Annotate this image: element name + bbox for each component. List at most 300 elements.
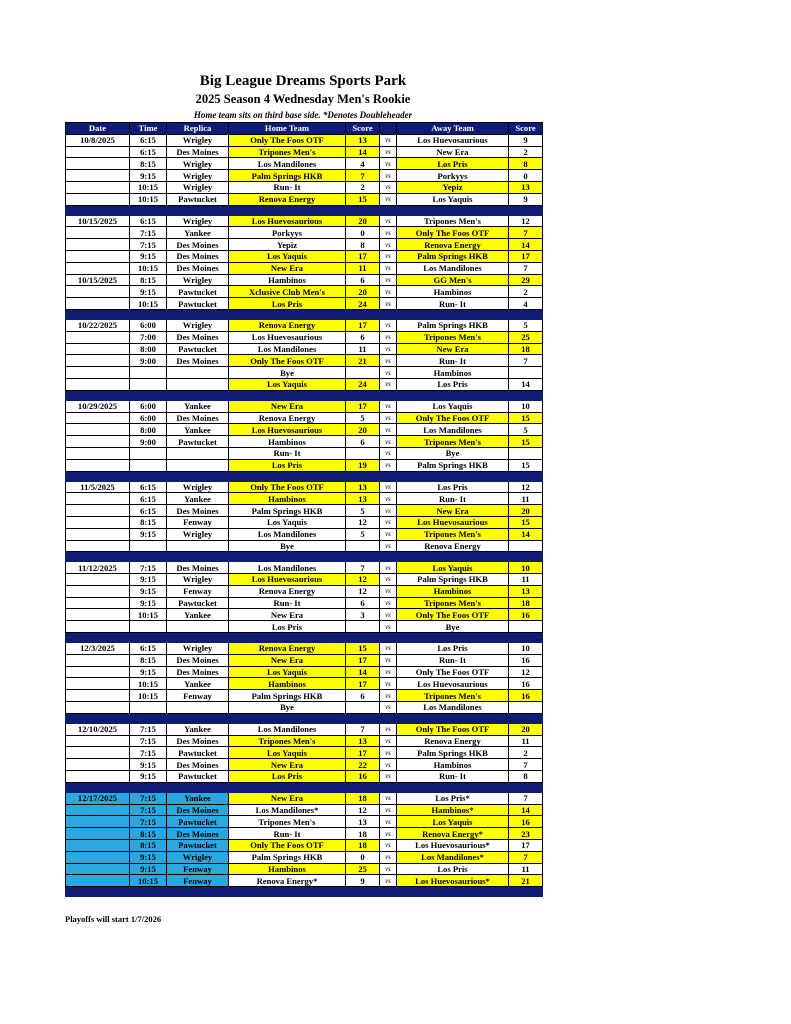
home-team-cell: Renova Energy [229, 193, 346, 205]
replica-cell: Des Moines [167, 804, 229, 816]
home-team-cell: Tripones Men's [229, 146, 346, 158]
table-row [66, 193, 543, 205]
separator-cell [346, 633, 380, 643]
home-score-cell: 18 [346, 840, 380, 852]
away-team-cell: Renova Energy [397, 239, 509, 251]
replica-cell: Wrigley [167, 158, 229, 170]
away-team-cell: Hambinos [397, 585, 509, 597]
vs-cell: vs [380, 227, 397, 239]
vs-cell: vs [380, 609, 397, 621]
home-score-cell: 17 [346, 250, 380, 262]
separator-cell [167, 633, 229, 643]
home-score-cell: 25 [346, 863, 380, 875]
week-separator [66, 390, 543, 400]
away-score-cell: 16 [509, 654, 543, 666]
separator-cell [397, 471, 509, 481]
home-score-cell: 6 [346, 436, 380, 448]
time-cell: 6:15 [130, 481, 167, 493]
date-cell [66, 170, 130, 182]
home-team-cell: Hambinos [229, 493, 346, 505]
away-score-cell: 16 [509, 690, 543, 702]
away-team-cell: Palm Springs HKB [397, 459, 509, 471]
date-cell [66, 528, 130, 540]
vs-cell: vs [380, 459, 397, 471]
away-team-cell: Hambinos* [397, 804, 509, 816]
replica-cell: Des Moines [167, 412, 229, 424]
away-score-cell: 2 [509, 146, 543, 158]
time-cell: 8:00 [130, 424, 167, 436]
vs-cell: vs [380, 170, 397, 182]
away-score-cell: 29 [509, 274, 543, 286]
separator-cell [346, 471, 380, 481]
separator-cell [509, 390, 543, 400]
away-team-cell: Los Pris [397, 378, 509, 390]
time-cell: 9:15 [130, 863, 167, 875]
separator-cell [346, 887, 380, 897]
separator-cell [380, 309, 397, 319]
time-cell: 7:15 [130, 735, 167, 747]
separator-cell [509, 205, 543, 215]
vs-cell: vs [380, 331, 397, 343]
date-cell: 11/12/2025 [66, 562, 130, 574]
time-cell: 8:15 [130, 840, 167, 852]
away-team-cell: Tripones Men's [397, 528, 509, 540]
week-separator [66, 713, 543, 723]
time-cell: 9:00 [130, 355, 167, 367]
home-team-cell: Xclusive Club Men's [229, 286, 346, 298]
date-cell: 12/17/2025 [66, 792, 130, 804]
date-cell [66, 747, 130, 759]
date-cell: 10/15/2025 [66, 215, 130, 227]
home-team-cell: Palm Springs HKB [229, 170, 346, 182]
replica-cell: Yankee [167, 493, 229, 505]
home-team-cell: Los Huevosaurious [229, 215, 346, 227]
home-team-cell: Renova Energy* [229, 875, 346, 887]
home-score-cell: 22 [346, 759, 380, 771]
vs-cell: vs [380, 181, 397, 193]
away-team-cell: Only The Foos OTF [397, 412, 509, 424]
away-score-cell: 11 [509, 735, 543, 747]
date-cell [66, 459, 130, 471]
away-score-cell [509, 367, 543, 379]
home-team-cell: Yepiz [229, 239, 346, 251]
replica-cell: Wrigley [167, 851, 229, 863]
away-score-cell: 7 [509, 851, 543, 863]
table-row [66, 562, 543, 574]
time-cell: 9:15 [130, 574, 167, 586]
replica-cell: Pawtucket [167, 597, 229, 609]
table-row [66, 771, 543, 783]
separator-cell [346, 309, 380, 319]
table-row [66, 574, 543, 586]
replica-cell: Wrigley [167, 574, 229, 586]
away-score-cell: 4 [509, 298, 543, 310]
date-cell [66, 412, 130, 424]
separator-cell [66, 205, 130, 215]
away-team-cell: Los Mandilones* [397, 851, 509, 863]
away-score-cell: 17 [509, 840, 543, 852]
home-score-cell: 11 [346, 343, 380, 355]
separator-cell [130, 887, 167, 897]
separator-cell [66, 471, 130, 481]
table-row [66, 250, 543, 262]
home-score-cell: 13 [346, 134, 380, 146]
table-row [66, 331, 543, 343]
home-score-cell: 15 [346, 193, 380, 205]
home-score-cell: 19 [346, 459, 380, 471]
date-cell [66, 621, 130, 633]
away-score-cell: 9 [509, 134, 543, 146]
separator-cell [380, 471, 397, 481]
table-row [66, 170, 543, 182]
col-header-time: Time [130, 123, 167, 135]
replica-cell: Wrigley [167, 181, 229, 193]
separator-cell [229, 205, 346, 215]
away-score-cell: 7 [509, 355, 543, 367]
away-team-cell: Renova Energy* [397, 828, 509, 840]
table-row [66, 875, 543, 887]
separator-cell [397, 309, 509, 319]
away-team-cell: Hambinos [397, 759, 509, 771]
table-row [66, 262, 543, 274]
away-team-cell: Los Pris [397, 481, 509, 493]
date-cell [66, 331, 130, 343]
away-team-cell: Los Huevosaurious [397, 516, 509, 528]
time-cell: 10:15 [130, 678, 167, 690]
table-row [66, 227, 543, 239]
week-separator [66, 552, 543, 562]
vs-cell: vs [380, 562, 397, 574]
away-score-cell: 5 [509, 319, 543, 331]
table-row [66, 400, 543, 412]
separator-cell [346, 713, 380, 723]
vs-cell: vs [380, 723, 397, 735]
away-score-cell: 17 [509, 250, 543, 262]
away-score-cell: 15 [509, 516, 543, 528]
vs-cell: vs [380, 747, 397, 759]
vs-cell: vs [380, 493, 397, 505]
schedule-table [65, 122, 543, 897]
separator-cell [66, 633, 130, 643]
table-row [66, 516, 543, 528]
away-score-cell: 16 [509, 609, 543, 621]
home-score-cell [346, 447, 380, 459]
replica-cell: Pawtucket [167, 840, 229, 852]
away-team-cell: Palm Springs HKB [397, 319, 509, 331]
home-team-cell: Bye [229, 702, 346, 714]
separator-cell [130, 205, 167, 215]
time-cell: 6:00 [130, 400, 167, 412]
away-score-cell: 7 [509, 227, 543, 239]
away-team-cell: Bye [397, 621, 509, 633]
away-team-cell: Renova Energy [397, 735, 509, 747]
time-cell: 7:15 [130, 816, 167, 828]
away-score-cell: 18 [509, 597, 543, 609]
replica-cell: Pawtucket [167, 193, 229, 205]
home-score-cell: 17 [346, 400, 380, 412]
separator-cell [397, 887, 509, 897]
vs-cell: vs [380, 690, 397, 702]
time-cell [130, 367, 167, 379]
date-cell: 10/8/2025 [66, 134, 130, 146]
date-cell [66, 378, 130, 390]
away-team-cell: Tripones Men's [397, 215, 509, 227]
separator-cell [130, 390, 167, 400]
home-score-cell: 13 [346, 493, 380, 505]
replica-cell: Pawtucket [167, 747, 229, 759]
away-team-cell: Yepiz [397, 181, 509, 193]
home-team-cell: Los Mandilones* [229, 804, 346, 816]
away-score-cell: 20 [509, 723, 543, 735]
home-team-cell: Tripones Men's [229, 735, 346, 747]
replica-cell: Des Moines [167, 250, 229, 262]
home-team-cell: Los Pris [229, 771, 346, 783]
replica-cell: Pawtucket [167, 771, 229, 783]
replica-cell: Wrigley [167, 170, 229, 182]
separator-cell [130, 309, 167, 319]
vs-cell: vs [380, 505, 397, 517]
replica-cell: Des Moines [167, 666, 229, 678]
away-team-cell: Los Mandilones [397, 702, 509, 714]
vs-cell: vs [380, 298, 397, 310]
time-cell: 9:15 [130, 170, 167, 182]
vs-cell: vs [380, 585, 397, 597]
home-score-cell [346, 621, 380, 633]
home-score-cell: 5 [346, 412, 380, 424]
separator-cell [66, 309, 130, 319]
time-cell: 10:15 [130, 690, 167, 702]
time-cell: 9:15 [130, 597, 167, 609]
home-score-cell: 18 [346, 792, 380, 804]
home-team-cell: Bye [229, 540, 346, 552]
vs-cell: vs [380, 666, 397, 678]
home-team-cell: New Era [229, 792, 346, 804]
date-cell [66, 193, 130, 205]
vs-cell: vs [380, 804, 397, 816]
home-score-cell: 17 [346, 678, 380, 690]
vs-cell: vs [380, 447, 397, 459]
time-cell: 9:00 [130, 436, 167, 448]
replica-cell [167, 447, 229, 459]
home-score-cell: 6 [346, 331, 380, 343]
home-team-cell: Renova Energy [229, 643, 346, 655]
away-score-cell: 12 [509, 481, 543, 493]
time-cell [130, 378, 167, 390]
replica-cell: Des Moines [167, 331, 229, 343]
date-cell [66, 702, 130, 714]
time-cell: 6:00 [130, 319, 167, 331]
replica-cell: Des Moines [167, 505, 229, 517]
vs-cell: vs [380, 400, 397, 412]
replica-cell: Wrigley [167, 134, 229, 146]
replica-cell: Wrigley [167, 643, 229, 655]
vs-cell: vs [380, 516, 397, 528]
table-row [66, 840, 543, 852]
home-score-cell: 13 [346, 816, 380, 828]
time-cell: 10:15 [130, 875, 167, 887]
separator-cell [397, 552, 509, 562]
away-score-cell: 10 [509, 562, 543, 574]
separator-cell [346, 782, 380, 792]
home-score-cell: 7 [346, 170, 380, 182]
replica-cell: Des Moines [167, 654, 229, 666]
home-team-cell: New Era [229, 262, 346, 274]
date-cell [66, 424, 130, 436]
home-score-cell: 6 [346, 597, 380, 609]
home-score-cell: 0 [346, 851, 380, 863]
vs-cell: vs [380, 621, 397, 633]
away-team-cell: Run- It [397, 298, 509, 310]
time-cell [130, 702, 167, 714]
home-score-cell: 20 [346, 286, 380, 298]
away-score-cell: 15 [509, 436, 543, 448]
away-team-cell: Only The Foos OTF [397, 666, 509, 678]
home-score-cell [346, 367, 380, 379]
away-score-cell: 2 [509, 286, 543, 298]
date-cell [66, 654, 130, 666]
home-score-cell: 14 [346, 146, 380, 158]
replica-cell: Pawtucket [167, 816, 229, 828]
vs-cell: vs [380, 540, 397, 552]
table-row [66, 493, 543, 505]
home-team-cell: Hambinos [229, 863, 346, 875]
table-row [66, 505, 543, 517]
table-row [66, 678, 543, 690]
separator-cell [397, 633, 509, 643]
week-separator [66, 887, 543, 897]
time-cell: 9:15 [130, 286, 167, 298]
separator-cell [229, 713, 346, 723]
home-team-cell: Only The Foos OTF [229, 840, 346, 852]
home-team-cell: Los Huevosaurious [229, 331, 346, 343]
time-cell: 6:15 [130, 215, 167, 227]
time-cell: 7:15 [130, 227, 167, 239]
playoffs-note: Playoffs will start 1/7/2026 [65, 914, 162, 924]
vs-cell: vs [380, 597, 397, 609]
home-team-cell: Hambinos [229, 678, 346, 690]
schedule-note: Home team sits on third base side. *Denotes Doubleheader [193, 110, 413, 120]
table-row [66, 134, 543, 146]
away-team-cell: Los Yaquis [397, 562, 509, 574]
date-cell [66, 286, 130, 298]
table-header-row [66, 123, 543, 135]
home-score-cell: 0 [346, 227, 380, 239]
time-cell: 7:15 [130, 792, 167, 804]
away-team-cell: Los Mandilones [397, 262, 509, 274]
date-cell [66, 585, 130, 597]
table-row [66, 759, 543, 771]
time-cell: 6:00 [130, 412, 167, 424]
home-score-cell: 20 [346, 215, 380, 227]
page-title: Big League Dreams Sports Park [199, 73, 407, 89]
table-row [66, 851, 543, 863]
vs-cell: vs [380, 678, 397, 690]
time-cell: 7:00 [130, 331, 167, 343]
date-cell [66, 227, 130, 239]
home-team-cell: Los Pris [229, 459, 346, 471]
away-score-cell: 12 [509, 666, 543, 678]
replica-cell: Des Moines [167, 146, 229, 158]
table-row [66, 298, 543, 310]
replica-cell: Yankee [167, 609, 229, 621]
home-team-cell: Los Mandilones [229, 562, 346, 574]
date-cell [66, 540, 130, 552]
page-subtitle: 2025 Season 4 Wednesday Men's Rookie [195, 92, 411, 106]
home-score-cell: 15 [346, 643, 380, 655]
home-team-cell: Renova Energy [229, 319, 346, 331]
table-row [66, 828, 543, 840]
home-team-cell: New Era [229, 654, 346, 666]
away-team-cell: Only The Foos OTF [397, 609, 509, 621]
home-score-cell: 9 [346, 875, 380, 887]
replica-cell: Wrigley [167, 319, 229, 331]
date-cell [66, 816, 130, 828]
home-score-cell: 16 [346, 771, 380, 783]
vs-cell: vs [380, 134, 397, 146]
home-score-cell: 6 [346, 274, 380, 286]
date-cell: 10/15/2025 [66, 274, 130, 286]
replica-cell: Des Moines [167, 828, 229, 840]
away-team-cell: Porkyys [397, 170, 509, 182]
replica-cell: Pawtucket [167, 298, 229, 310]
home-score-cell: 3 [346, 609, 380, 621]
separator-cell [346, 390, 380, 400]
away-team-cell: Los Huevosaurious* [397, 840, 509, 852]
home-score-cell: 20 [346, 424, 380, 436]
home-score-cell: 5 [346, 505, 380, 517]
vs-cell: vs [380, 702, 397, 714]
table-row [66, 286, 543, 298]
away-team-cell: New Era [397, 505, 509, 517]
replica-cell: Des Moines [167, 562, 229, 574]
home-team-cell: Run- It [229, 447, 346, 459]
table-row [66, 158, 543, 170]
home-team-cell: Run- It [229, 828, 346, 840]
replica-cell [167, 378, 229, 390]
date-cell: 10/29/2025 [66, 400, 130, 412]
date-cell [66, 840, 130, 852]
away-score-cell: 25 [509, 331, 543, 343]
table-row [66, 424, 543, 436]
date-cell [66, 851, 130, 863]
separator-cell [509, 552, 543, 562]
week-separator [66, 205, 543, 215]
home-team-cell: Los Mandilones [229, 158, 346, 170]
home-score-cell: 12 [346, 516, 380, 528]
date-cell [66, 863, 130, 875]
replica-cell: Des Moines [167, 759, 229, 771]
away-team-cell: GG Men's [397, 274, 509, 286]
away-team-cell: Los Yaquis [397, 816, 509, 828]
home-score-cell: 11 [346, 262, 380, 274]
away-score-cell: 2 [509, 747, 543, 759]
separator-cell [346, 205, 380, 215]
vs-cell: vs [380, 215, 397, 227]
away-team-cell: Bye [397, 447, 509, 459]
table-row [66, 735, 543, 747]
separator-cell [229, 552, 346, 562]
away-team-cell: New Era [397, 146, 509, 158]
away-score-cell [509, 447, 543, 459]
away-score-cell: 13 [509, 585, 543, 597]
home-team-cell: Los Yaquis [229, 378, 346, 390]
date-cell [66, 574, 130, 586]
separator-cell [167, 887, 229, 897]
separator-cell [380, 390, 397, 400]
vs-cell: vs [380, 643, 397, 655]
separator-cell [130, 471, 167, 481]
time-cell: 6:15 [130, 493, 167, 505]
